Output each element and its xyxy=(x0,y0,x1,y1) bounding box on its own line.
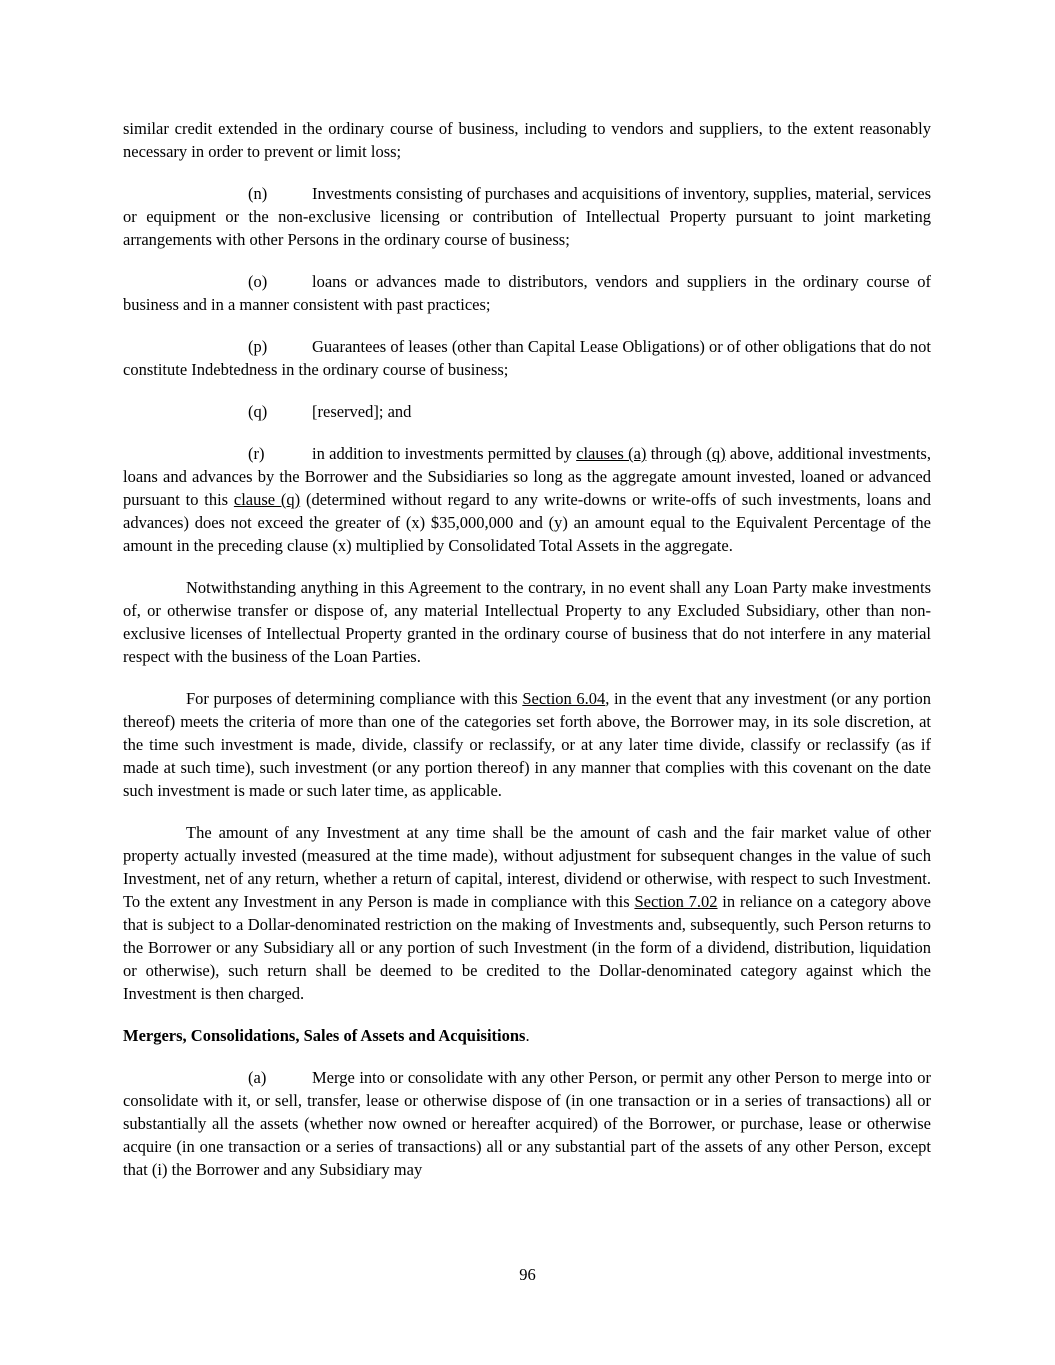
text-run: For purposes of determining compliance with this xyxy=(186,689,523,708)
text-run: above, additional investments, loans and advances by the Borrower and the Subsidiaries so long as the aggregate amount invested, loaned or advanced pursuant to this xyxy=(123,444,931,509)
clause-letter: (a) xyxy=(248,1068,267,1087)
text-run: loans or advances made to distributors, vendors and suppliers in the ordinary course of business and in a manner consistent with past practices; xyxy=(123,272,931,314)
page-number: 96 xyxy=(519,1265,536,1284)
text-run: Investments consisting of purchases and acquisitions of inventory, supplies, material, services or equipment or the non-exclusive licensing or contribution of Intellectual Property pursuant to joint marketing arrangements with other Persons in the ordinary course of business; xyxy=(123,184,931,249)
text-run: Merge into or consolidate with any other Person, or permit any other Person to merge into or consolidate with it, or sell, transfer, lease or otherwise dispose of (in one transaction or in a series of transactions) all or substantially all the assets (whether now owned or hereafter acquired) of the Borrower, or purchase, lease or otherwise acquire (in one transaction or a series of transactions) all or any substantial part of the assets of any other Person, except that (i) the Borrower and any Subsidiary may xyxy=(123,1068,931,1179)
text-run: through xyxy=(646,444,707,463)
text-run: Mergers, Consolidations, Sales of Assets and Acquisitions xyxy=(123,1026,526,1045)
text-run: Notwithstanding anything in this Agreement to the contrary, in no event shall any Loan Party make investments of, or otherwise transfer or dispose of, any material Intellectual Property to any Excluded Subsidiary, other than non-exclusive licenses of Intellectual Property granted in the ordinary course of business that do not interfere in any material respect with the business of the Loan Parties. xyxy=(123,578,931,666)
clause-letter: (o) xyxy=(248,272,268,291)
cross-reference: Section 6.04 xyxy=(522,689,606,708)
clause-letter: (p) xyxy=(248,337,268,356)
clause-paragraph xyxy=(123,335,931,381)
text-run: similar credit extended in the ordinary course of business, including to vendors and suppliers, to the extent reasonably necessary in order to prevent or limit loss; xyxy=(123,119,931,161)
clause-letter: (n) xyxy=(248,184,268,203)
text-run: Guarantees of leases (other than Capital Lease Obligations) or of other obligations that do not constitute Indebtedness in the ordinary course of business; xyxy=(123,337,931,379)
body-paragraph xyxy=(123,687,931,802)
body-paragraph xyxy=(123,821,931,1005)
text-run: (determined without regard to any write-downs or write-offs of such investments, loans and advances) does not exceed the greater of (x) $35,000,000 and (y) an amount equal to the Equivalent Percentage of the amount in the preceding clause (x) multiplied by Consolidated Total Assets in the aggregate. xyxy=(123,490,931,555)
section-heading xyxy=(123,1024,931,1047)
text-run: in reliance on a category above that is subject to a Dollar-denominated restriction on the making of Investments and, subsequently, such Person returns to the Borrower or any Subsidiary all or any portion of such Investment (in the form of a dividend, distribution, liquidation or otherwise), such return shall be deemed to be credited to the Dollar-denominated category against which the Investment is then charged. xyxy=(123,892,932,1003)
document-body xyxy=(123,117,931,1200)
body-paragraph xyxy=(123,117,931,163)
text-run: , in the event that any investment (or any portion thereof) meets the criteria of more than one of the categories set forth above, the Borrower may, in its sole discretion, at the time such investment is made, divide, classify or reclassify, or at any later time divide, classify or reclassify (as if made at such time), such investment (or any portion thereof) in any manner that complies with this covenant on the date such investment is made or such later time, as applicable. xyxy=(123,689,931,800)
text-run: in addition to investments permitted by xyxy=(312,444,577,463)
clause-paragraph xyxy=(123,270,931,316)
cross-reference: clause (q) xyxy=(233,490,301,509)
body-paragraph xyxy=(123,576,931,668)
clause-paragraph xyxy=(123,442,931,557)
cross-reference: Section 7.02 xyxy=(634,892,718,911)
text-run: [reserved]; and xyxy=(312,402,412,421)
text-run: The amount of any Investment at any time shall be the amount of cash and the fair market value of other property actually invested (measured at the time made), without adjustment for subsequent changes in the value of such Investment, net of any return, whether a return of capital, interest, dividend or otherwise, with respect to such Investment. To the extent any Investment in any Person is made in compliance with this xyxy=(123,823,931,911)
text-run: . xyxy=(525,1026,530,1045)
clause-paragraph xyxy=(123,182,931,251)
clause-paragraph xyxy=(123,400,931,423)
clause-paragraph xyxy=(123,1066,931,1181)
clause-letter: (q) xyxy=(248,402,268,421)
cross-reference: (q) xyxy=(706,444,726,463)
clause-letter: (r) xyxy=(248,444,265,463)
cross-reference: clauses (a) xyxy=(576,444,647,463)
